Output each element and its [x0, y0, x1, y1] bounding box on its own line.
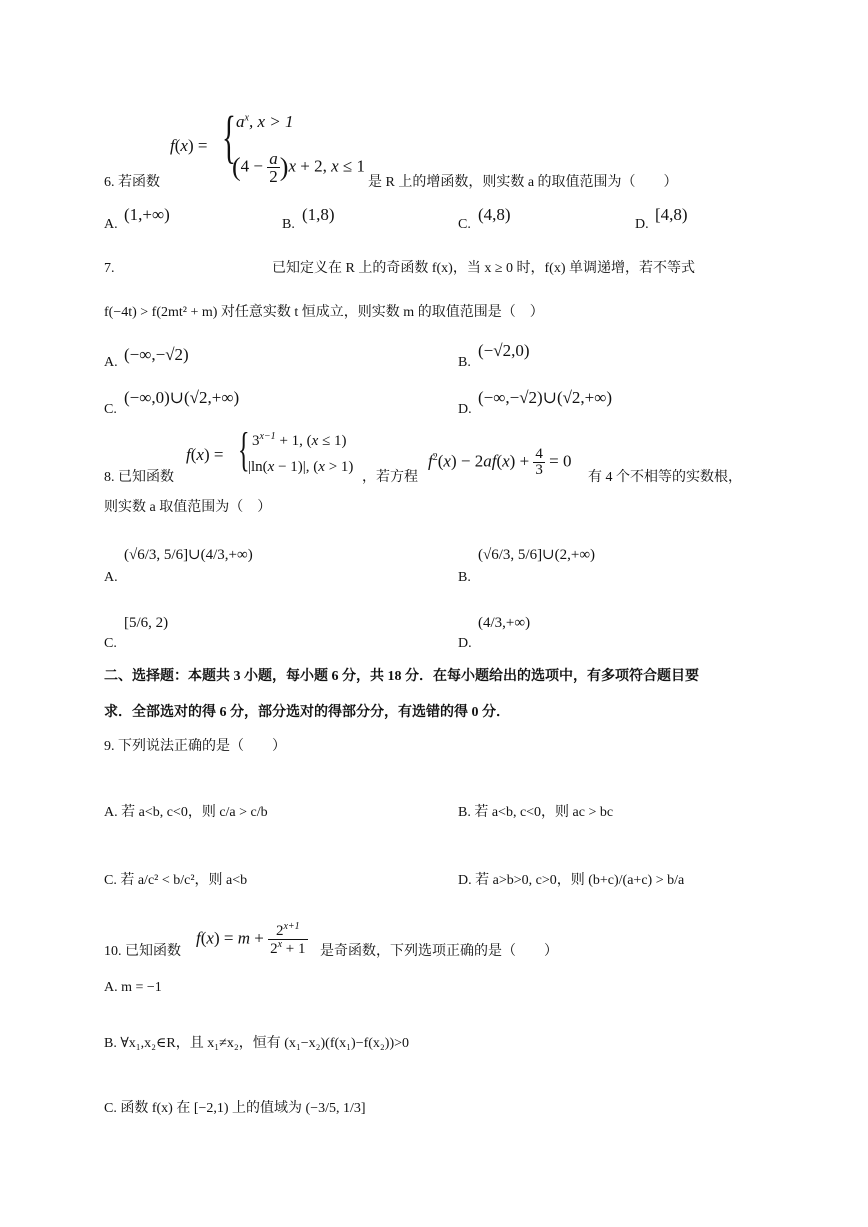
q7-text2: f(−4t) > f(2mt² + m) 对任意实数 t 恒成立，则实数 m 的取值范围是（ ）: [104, 305, 544, 320]
q10-option-a: A. m = −1: [104, 980, 162, 995]
q10-option-b: B. ∀x₁,x₂∈R，且 x₁≠x₂，恒有 (x₁−x₂)(f(x₁)−f(x₂))>0: [104, 1036, 410, 1051]
q8-option-c-label: C.: [104, 636, 117, 651]
q6-tail: 是 R 上的增函数，则实数 a 的取值范围为（ ）: [368, 175, 678, 190]
q8-option-b: (√6/3, 5/6]∪(2,+∞): [478, 547, 596, 563]
q9-option-c: C. 若 a/c² < b/c²，则 a<b: [104, 873, 248, 888]
q6-option-c: (4,8): [478, 205, 511, 224]
q8-line2: 则实数 a 取值范围为（ ）: [104, 500, 272, 515]
q7-option-c: (−∞,0)∪(√2,+∞): [124, 388, 240, 407]
q8-option-d-label: D.: [458, 636, 472, 651]
q10-lead: 10. 已知函数: [104, 944, 181, 959]
q6-option-a-label: A.: [104, 217, 118, 232]
q7-option-d: (−∞,−√2)∪(√2,+∞): [478, 388, 613, 407]
q8-option-d: (4/3,+∞): [478, 615, 531, 631]
q9-option-b: B. 若 a<b, c<0，则 ac > bc: [458, 805, 614, 820]
q8-equation: $f^2(x) - 2af(x)$ + $\frac{4}{3}$ = 0: [428, 446, 572, 478]
q9-option-a: A. 若 a<b, c<0，则 c/a > c/b: [104, 805, 268, 820]
q8-option-b-label: B.: [458, 570, 471, 585]
q7-text1: 已知定义在 R 上的奇函数 f(x)，当 x ≥ 0 时，f(x) 单调递增，若不等式: [272, 261, 695, 276]
q9-option-d: D. 若 a>b>0, c>0，则 (b+c)/(a+c) > b/a: [458, 873, 685, 888]
q10-option-c: C. 函数 f(x) 在 [−2,1) 上的值域为 (−3/5, 1/3]: [104, 1101, 366, 1116]
section2-line2: 求．全部选对的得 6 分，部分选对的得部分分，有选错的得 0 分．: [104, 705, 510, 720]
q7-option-a-label: A.: [104, 355, 118, 370]
q8-option-c: [5/6, 2): [124, 615, 169, 631]
q7-option-b: (−√2,0): [478, 341, 530, 360]
q6-option-a: (1,+∞): [124, 205, 170, 224]
q7-option-c-label: C.: [104, 402, 117, 417]
q7-option-a: (−∞,−√2): [124, 345, 189, 364]
q6-option-d-label: D.: [635, 217, 649, 232]
q7-option-b-label: B.: [458, 355, 471, 370]
q7-lead: 7.: [104, 261, 115, 276]
q6-option-b-label: B.: [282, 217, 295, 232]
q6-option-d: [4,8): [655, 205, 688, 224]
q6-lead: 6. 若函数: [104, 175, 160, 190]
section2-line1: 二、选择题：本题共 3 小题，每小题 6 分，共 18 分．在每小题给出的选项中，有多项符合题目要: [104, 669, 699, 684]
q6-option-b: (1,8): [302, 205, 335, 224]
q8-mid: ，若方程: [362, 470, 418, 485]
q8-option-a: (√6/3, 5/6]∪(4/3,+∞): [124, 547, 253, 563]
q8-tail: 有 4 个不相等的实数根，: [588, 470, 742, 485]
q6-option-c-label: C.: [458, 217, 471, 232]
q10-tail: 是奇函数，下列选项正确的是（ ）: [320, 944, 558, 959]
q7-option-d-label: D.: [458, 402, 472, 417]
q8-option-a-label: A.: [104, 570, 118, 585]
q8-lead: 8. 已知函数: [104, 470, 174, 485]
q9-stem: 9. 下列说法正确的是（ ）: [104, 739, 286, 754]
q10-formula: f(x) = m + $\frac{2^{x+1}}{2^x + 1}$: [196, 921, 306, 957]
